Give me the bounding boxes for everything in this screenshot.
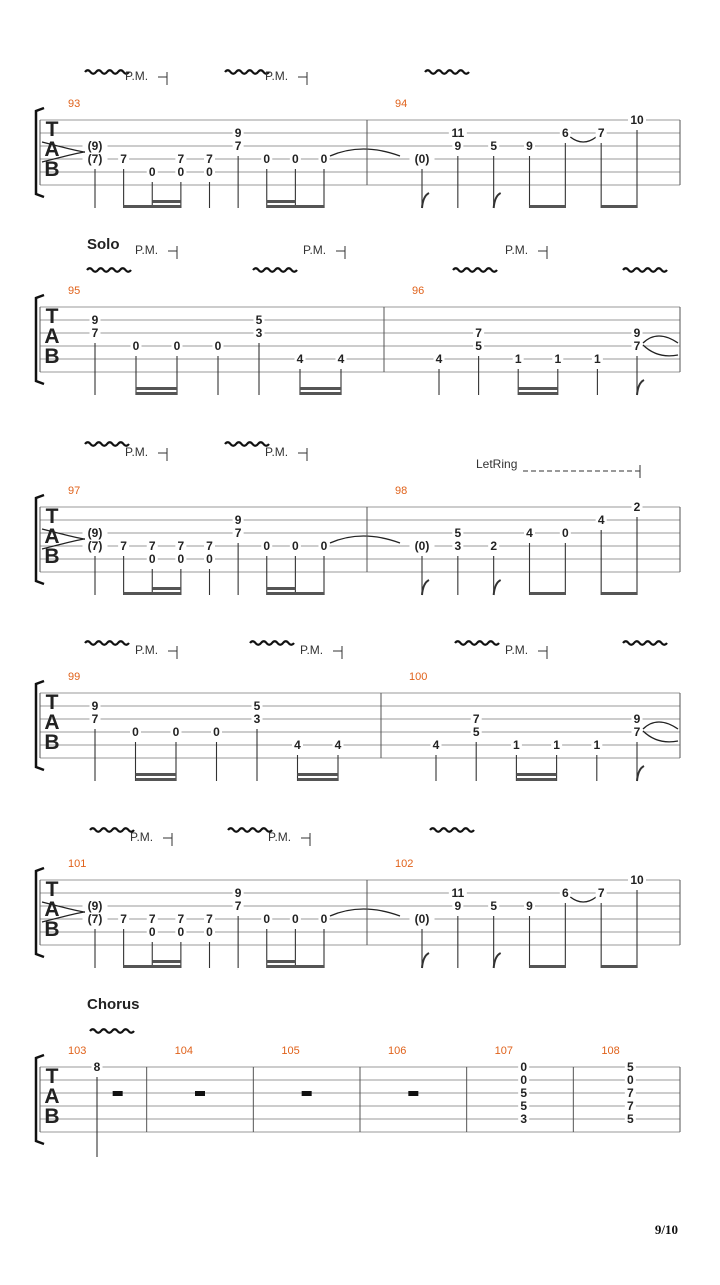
fret-number: 5 <box>472 725 480 739</box>
fret-number: 0 <box>626 1073 634 1087</box>
fret-number: 7 <box>472 712 480 726</box>
fret-number: 9 <box>91 699 99 713</box>
fret-number: 7 <box>475 326 482 340</box>
tab-clef-a: A <box>44 1085 60 1108</box>
fret-number: 6 <box>561 126 569 140</box>
fret-number: 0 <box>320 539 328 553</box>
fret-number: 7 <box>177 912 185 926</box>
vibrato-mark <box>87 268 131 272</box>
fret-number: 0 <box>561 526 569 540</box>
fret-number: 1 <box>554 352 562 366</box>
fret-number: 5 <box>520 1099 528 1113</box>
fret-number: 3 <box>253 712 261 726</box>
measure-number: 103 <box>68 1045 87 1057</box>
fret-number: (7) <box>87 539 103 553</box>
fret-number: 3 <box>454 539 462 553</box>
vibrato-mark <box>253 268 297 272</box>
measure-number: 95 <box>68 285 81 297</box>
vibrato-mark <box>228 828 272 832</box>
vibrato-mark <box>85 70 129 74</box>
note-flag <box>494 580 501 595</box>
fret-number: 7 <box>120 152 127 166</box>
fret-number: 7 <box>234 526 242 540</box>
fret-number: 7 <box>597 126 605 140</box>
fret-number: 5 <box>626 1060 634 1074</box>
fret-number: (0) <box>414 912 430 926</box>
palm-mute-label: P.M. <box>300 643 324 657</box>
vibrato-mark <box>455 641 499 645</box>
palm-mute-label: P.M. <box>505 643 529 657</box>
fret-number: 0 <box>148 925 156 939</box>
beam-line <box>601 965 637 968</box>
fret-number: 10 <box>630 113 644 127</box>
tab-clef-b: B <box>44 918 60 941</box>
beam-line <box>530 965 566 968</box>
palm-mute-label: P.M. <box>125 69 149 83</box>
rest-mark <box>195 1091 205 1096</box>
fret-number: 7 <box>206 912 213 926</box>
fret-number: 0 <box>132 339 140 353</box>
fret-number: 5 <box>255 313 263 327</box>
let-ring-label: LetRing <box>476 457 518 471</box>
fret-number: 0 <box>520 1060 528 1074</box>
fret-number: 5 <box>475 339 482 353</box>
tab-system <box>36 828 680 968</box>
beam-line <box>267 965 324 968</box>
measure-number: 102 <box>395 858 414 870</box>
tab-clef-a: A <box>44 525 60 548</box>
fret-number: 0 <box>263 912 271 926</box>
fret-number: 1 <box>553 738 560 752</box>
fret-number: 0 <box>206 165 213 179</box>
fret-number: 0 <box>177 552 185 566</box>
fret-number: 8 <box>93 1060 101 1074</box>
beam-line <box>516 778 556 781</box>
fret-number: 7 <box>626 1086 634 1100</box>
tie-curve <box>330 536 400 543</box>
fret-number: 10 <box>630 873 644 887</box>
fret-number: 0 <box>173 339 181 353</box>
fret-number: 4 <box>294 738 301 752</box>
note-flag <box>637 380 644 395</box>
fret-number: (9) <box>87 899 103 913</box>
fret-number: 7 <box>234 899 242 913</box>
measure-number: 101 <box>68 858 87 870</box>
fret-number: 11 <box>451 126 465 140</box>
tie-curve <box>643 722 678 729</box>
beam-line <box>516 773 556 776</box>
tab-clef-t: T <box>45 118 59 141</box>
fret-number: 0 <box>320 152 328 166</box>
beam-line <box>124 965 181 968</box>
note-flag <box>494 953 501 968</box>
fret-number: 1 <box>594 352 601 366</box>
fret-number: 0 <box>292 539 299 553</box>
tab-clef-b: B <box>44 545 60 568</box>
measure-number: 94 <box>395 98 408 110</box>
tab-clef-t: T <box>45 1065 59 1088</box>
fret-number: 0 <box>214 339 222 353</box>
vibrato-mark <box>90 828 134 832</box>
tab-clef-b: B <box>44 158 60 181</box>
fret-number: 2 <box>490 539 498 553</box>
fret-number: 5 <box>454 526 462 540</box>
fret-number: 7 <box>177 539 185 553</box>
fret-number: 7 <box>633 339 641 353</box>
fret-number: 7 <box>91 712 99 726</box>
beam-line <box>518 387 558 390</box>
fret-number: 0 <box>292 152 299 166</box>
tab-clef-a: A <box>44 898 60 921</box>
fret-number: 5 <box>520 1086 528 1100</box>
fret-number: 6 <box>561 886 569 900</box>
vibrato-mark <box>85 442 129 446</box>
measure-number: 99 <box>68 671 81 683</box>
fret-number: 4 <box>435 352 443 366</box>
fret-number: 7 <box>206 539 213 553</box>
fret-number: 4 <box>432 738 440 752</box>
fret-number: 9 <box>526 899 533 913</box>
fret-number: 9 <box>91 313 99 327</box>
beam-line <box>601 592 637 595</box>
measure-number: 104 <box>174 1045 194 1057</box>
palm-mute-label: P.M. <box>265 445 289 459</box>
tab-system <box>36 641 680 781</box>
fret-number: 9 <box>526 139 533 153</box>
beam-line <box>518 392 558 395</box>
vibrato-mark <box>425 70 469 74</box>
beam-line <box>136 773 177 776</box>
note-flag <box>422 953 429 968</box>
section-label: Chorus <box>87 996 140 1013</box>
measure-number: 107 <box>494 1045 514 1057</box>
fret-number: 0 <box>292 912 299 926</box>
fret-number: 7 <box>177 152 185 166</box>
tab-clef-b: B <box>44 1105 60 1128</box>
fret-number: (9) <box>87 526 103 540</box>
measure-number: 96 <box>412 285 425 297</box>
beam-line <box>124 592 181 595</box>
slur-curve <box>570 897 596 902</box>
tie-curve <box>643 336 678 343</box>
fret-number: 5 <box>253 699 261 713</box>
beam-line <box>298 773 339 776</box>
page-number: 9/10 <box>654 1222 678 1237</box>
fret-number: 1 <box>593 738 601 752</box>
beam-line <box>530 205 566 208</box>
fret-number: 1 <box>513 738 520 752</box>
fret-number: 3 <box>520 1112 528 1126</box>
palm-mute-label: P.M. <box>303 243 327 257</box>
vibrato-mark <box>430 828 474 832</box>
beam-line <box>124 205 181 208</box>
beam-line <box>300 392 341 395</box>
palm-mute-label: P.M. <box>135 643 159 657</box>
fret-number: 7 <box>597 886 605 900</box>
fret-number: 4 <box>526 526 533 540</box>
fret-number: (9) <box>87 139 103 153</box>
rest-mark <box>408 1091 418 1096</box>
fret-number: 5 <box>490 139 498 153</box>
measure-number: 93 <box>68 98 81 110</box>
tab-clef-b: B <box>44 345 60 368</box>
rest-mark <box>302 1091 312 1096</box>
fret-number: 0 <box>148 552 156 566</box>
note-flag <box>637 766 644 781</box>
beam-line <box>136 392 177 395</box>
fret-number: 4 <box>296 352 304 366</box>
tab-clef-a: A <box>44 711 60 734</box>
beam-line <box>136 778 177 781</box>
beam-line <box>152 960 181 963</box>
slur-curve <box>570 137 596 142</box>
fret-number: 0 <box>177 165 185 179</box>
measure-number: 106 <box>388 1045 407 1057</box>
fret-number: 1 <box>514 352 522 366</box>
vibrato-mark <box>90 1029 134 1033</box>
fret-number: 7 <box>148 912 156 926</box>
fret-number: 7 <box>148 539 156 553</box>
fret-number: 0 <box>213 725 220 739</box>
measure-number: 98 <box>395 485 408 497</box>
beam-line <box>267 592 324 595</box>
fret-number: 5 <box>626 1112 634 1126</box>
tab-clef-t: T <box>45 691 59 714</box>
vibrato-mark <box>453 268 497 272</box>
fret-number: 7 <box>120 539 127 553</box>
fret-number: 4 <box>337 352 345 366</box>
vibrato-mark <box>225 442 269 446</box>
beam-line <box>300 387 341 390</box>
fret-number: (0) <box>414 152 430 166</box>
fret-number: 0 <box>263 152 271 166</box>
tie-curve <box>330 149 400 156</box>
fret-number: 7 <box>234 139 242 153</box>
vibrato-mark <box>225 70 269 74</box>
fret-number: 7 <box>120 912 127 926</box>
fret-number: 11 <box>451 886 465 900</box>
fret-number: 0 <box>172 725 180 739</box>
vibrato-mark <box>250 641 294 645</box>
tie-curve <box>643 345 678 356</box>
beam-line <box>267 205 324 208</box>
fret-number: 4 <box>334 738 342 752</box>
note-flag <box>422 193 429 208</box>
measure-number: 105 <box>281 1045 300 1057</box>
fret-number: 2 <box>633 500 641 514</box>
beam-line <box>152 200 181 203</box>
note-flag <box>494 193 501 208</box>
beam-line <box>267 587 296 590</box>
beam-line <box>601 205 637 208</box>
palm-mute-label: P.M. <box>505 243 529 257</box>
fret-number: 0 <box>132 725 139 739</box>
measure-number: 100 <box>409 671 428 683</box>
vibrato-mark <box>85 641 129 645</box>
fret-number: 0 <box>206 552 213 566</box>
beam-line <box>136 387 177 390</box>
fret-number: 4 <box>597 513 605 527</box>
fret-number: 0 <box>320 912 328 926</box>
note-flag <box>422 580 429 595</box>
tab-clef-t: T <box>45 505 59 528</box>
tab-clef-t: T <box>45 305 59 328</box>
fret-number: 9 <box>454 139 462 153</box>
vibrato-mark <box>623 268 667 272</box>
fret-number: 7 <box>91 326 99 340</box>
tab-system <box>36 442 680 595</box>
fret-number: 5 <box>490 899 498 913</box>
fret-number: 0 <box>206 925 213 939</box>
measure-number: 108 <box>601 1045 620 1057</box>
tab-clef-b: B <box>44 731 60 754</box>
measure-number: 97 <box>68 485 81 497</box>
tab-clef-a: A <box>44 138 60 161</box>
tab-system <box>36 996 680 1157</box>
fret-number: 9 <box>454 899 462 913</box>
beam-line <box>267 200 296 203</box>
fret-number: 7 <box>633 725 641 739</box>
fret-number: (0) <box>414 539 430 553</box>
palm-mute-label: P.M. <box>125 445 149 459</box>
fret-number: 9 <box>234 886 242 900</box>
vibrato-mark <box>623 641 667 645</box>
fret-number: 0 <box>148 165 156 179</box>
tie-curve <box>330 909 400 916</box>
fret-number: 7 <box>626 1099 634 1113</box>
fret-number: (7) <box>87 152 103 166</box>
fret-number: 0 <box>263 539 271 553</box>
beam-line <box>267 960 296 963</box>
tie-curve <box>643 731 678 742</box>
fret-number: (7) <box>87 912 103 926</box>
palm-mute-label: P.M. <box>268 830 292 844</box>
beam-line <box>298 778 339 781</box>
fret-number: 9 <box>633 326 641 340</box>
fret-number: 3 <box>255 326 263 340</box>
section-label: Solo <box>87 236 120 253</box>
fret-number: 0 <box>520 1073 528 1087</box>
fret-number: 9 <box>633 712 641 726</box>
palm-mute-label: P.M. <box>135 243 159 257</box>
tab-clef-t: T <box>45 878 59 901</box>
fret-number: 7 <box>206 152 213 166</box>
beam-line <box>152 587 181 590</box>
tab-system <box>36 69 680 208</box>
fret-number: 9 <box>234 126 242 140</box>
fret-number: 0 <box>177 925 185 939</box>
tab-system <box>36 236 680 395</box>
fret-number: 9 <box>234 513 242 527</box>
rest-mark <box>113 1091 123 1096</box>
beam-line <box>530 592 566 595</box>
palm-mute-label: P.M. <box>130 830 154 844</box>
tab-clef-a: A <box>44 325 60 348</box>
palm-mute-label: P.M. <box>265 69 289 83</box>
